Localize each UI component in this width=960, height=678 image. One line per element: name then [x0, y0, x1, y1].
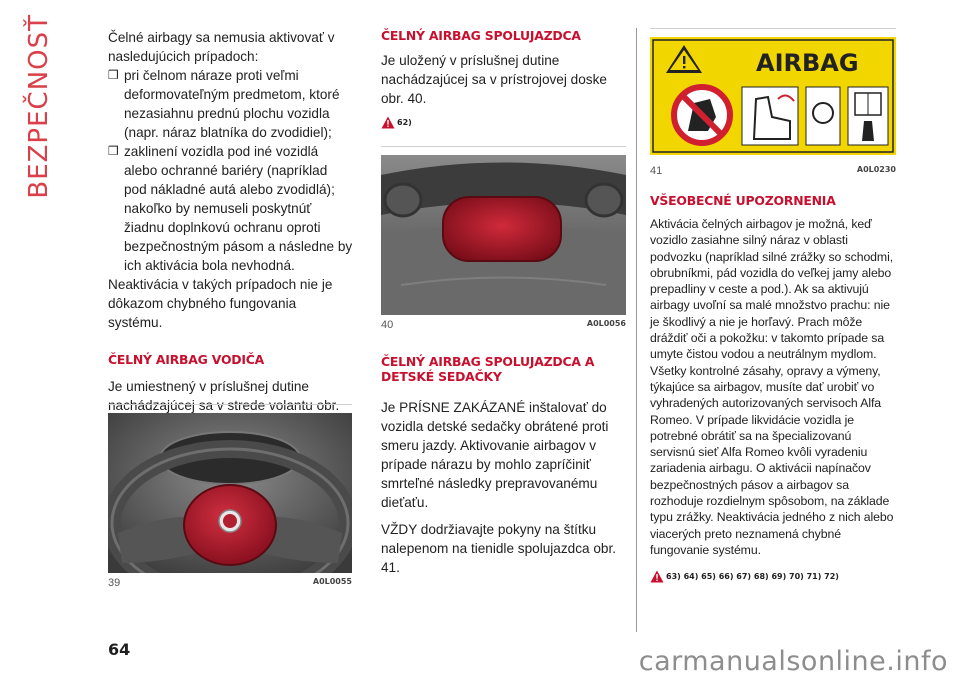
- column-2-lower: [381, 354, 626, 577]
- section-heading: VŠEOBECNÉ UPOZORNENIA: [650, 193, 836, 208]
- figure-code: A0L0055: [312, 577, 352, 586]
- checkbox-bullet-icon: ❒: [108, 144, 119, 158]
- label-title: AIRBAG: [756, 49, 859, 77]
- section-heading: ČELNÝ AIRBAG SPOLUJAZDCA: [381, 28, 581, 43]
- section-text: VŽDY dodržiavajte pokyny na štítku nalepenom na tienidle spolujazdca obr. 41.: [381, 522, 617, 575]
- bullet-text: pri čelnom náraze proti veľmi deformovateľným predmetom, ktoré nezasiahnu prednú plochu vozidla (napr. náraz blatníka do zvodidiel);: [124, 68, 340, 140]
- bullet-text: zaklinení vozidla pod iné vozidlá alebo ochranné bariéry (napríklad pod nákladné autá alebo zvodidlá); nakoľko by nemuseli poskytnúť žiadnu doplnkovú ochranu oproti bezpečnostným pásom a následne by ich aktivácia bola nevhodná.: [124, 144, 353, 273]
- checkbox-bullet-icon: ❒: [108, 68, 119, 82]
- warning-reference[interactable]: [381, 114, 626, 130]
- section-text: Aktivácia čelných airbagov je možná, keď vozidlo zasiahne silný náraz v oblasti podvozku (napríklad silné zrážky so schodmi, obrubníkmi, pád vozidla do veľkej jamy alebo prepadliny v ceste a pod.). Ak sa aktivujú airbagy uvoľní sa malé množstvo prachu: nie je škodlivý a nie je horľavý. Prach môže dráždiť oči a pokožku: v takomto prípade sa umyte čistou vodou a neutrálnym mydlom. Všetky kontrolné zásahy, opravy a výmeny, týkajúce sa airbagov, musíte dať urobiť vo vyhradených autorizovaných servisoch Alfa Romeo. V prípade likvidácie vozidla je potrebné obrátiť sa na špecializovanú servisnú sieť Alfa Romeo kvôli vyradeniu zariadenia airbagu. O aktivácii napínačov bezpečnostných pásov a airbagov sa rozhoduje rozdielnym spôsobom, na základe typu zrážky. Neaktivácia jedného z nich alebo viacerých preto neznamená chybné fungovanie systému.: [650, 217, 894, 557]
- section-side-title-text: BEZPEČNOSŤ: [24, 14, 54, 199]
- column-divider: [636, 28, 637, 632]
- figure-caption: [381, 319, 626, 331]
- column-3: [650, 193, 896, 584]
- figure-number: 41: [650, 165, 663, 177]
- bullet-item: [108, 66, 353, 142]
- warning-triangle-icon: [650, 570, 664, 583]
- figure-39: [108, 404, 352, 589]
- section-side-title: [22, 14, 56, 199]
- column-1: [108, 28, 353, 456]
- column-2: [381, 28, 626, 130]
- watermark: carmanualsonline.info: [638, 646, 948, 677]
- intro-paragraph: Čelné airbagy sa nemusia aktivovať v nasledujúcich prípadoch:: [108, 30, 335, 64]
- closing-paragraph: Neaktivácia v takých prípadoch nie je dôkazom chybného fungovania systému.: [108, 277, 333, 330]
- passenger-airbag-image: [381, 155, 626, 315]
- section-text: Je PRÍSNE ZAKÁZANÉ inštalovať do vozidla detské sedačky obrátené proti smeru jazdy. Aktivovanie airbagov v prípade nárazu by mohlo zapríčiniť smrteľné následky prepravovanému dieťaťu.: [381, 400, 609, 510]
- warning-reference-number: 63) 64) 65) 66) 67) 68) 69) 70) 71) 72): [666, 571, 839, 581]
- figure-41: [650, 28, 896, 177]
- section-heading: ČELNÝ AIRBAG VODIČA: [108, 352, 265, 367]
- steering-wheel-image: [108, 413, 352, 573]
- figure-code: A0L0230: [856, 165, 896, 174]
- warning-triangle-icon: [381, 116, 395, 129]
- page-number: 64: [108, 640, 131, 659]
- section-text: Je umiestnený v príslušnej dutine nachádzajúcej sa v strede volantu obr.: [108, 379, 340, 413]
- warning-reference[interactable]: [650, 568, 896, 584]
- figure-number: 39: [108, 577, 121, 589]
- speedometer-reading: 120: [214, 443, 235, 456]
- figure-number: 40: [381, 319, 394, 331]
- figure-code: A0L0056: [586, 319, 626, 328]
- figure-caption: [650, 165, 896, 177]
- figure-40: [381, 146, 626, 331]
- bullet-item: [108, 142, 353, 275]
- section-heading: ČELNÝ AIRBAG SPOLUJAZDCA A DETSKÉ SEDAČKY: [381, 354, 595, 384]
- airbag-warning-label-image: [650, 37, 896, 155]
- figure-caption: [108, 577, 352, 589]
- section-text: Je uložený v príslušnej dutine nachádzajúcej sa v prístrojovej doske obr. 40.: [381, 53, 607, 106]
- warning-reference-number: 62): [397, 117, 412, 127]
